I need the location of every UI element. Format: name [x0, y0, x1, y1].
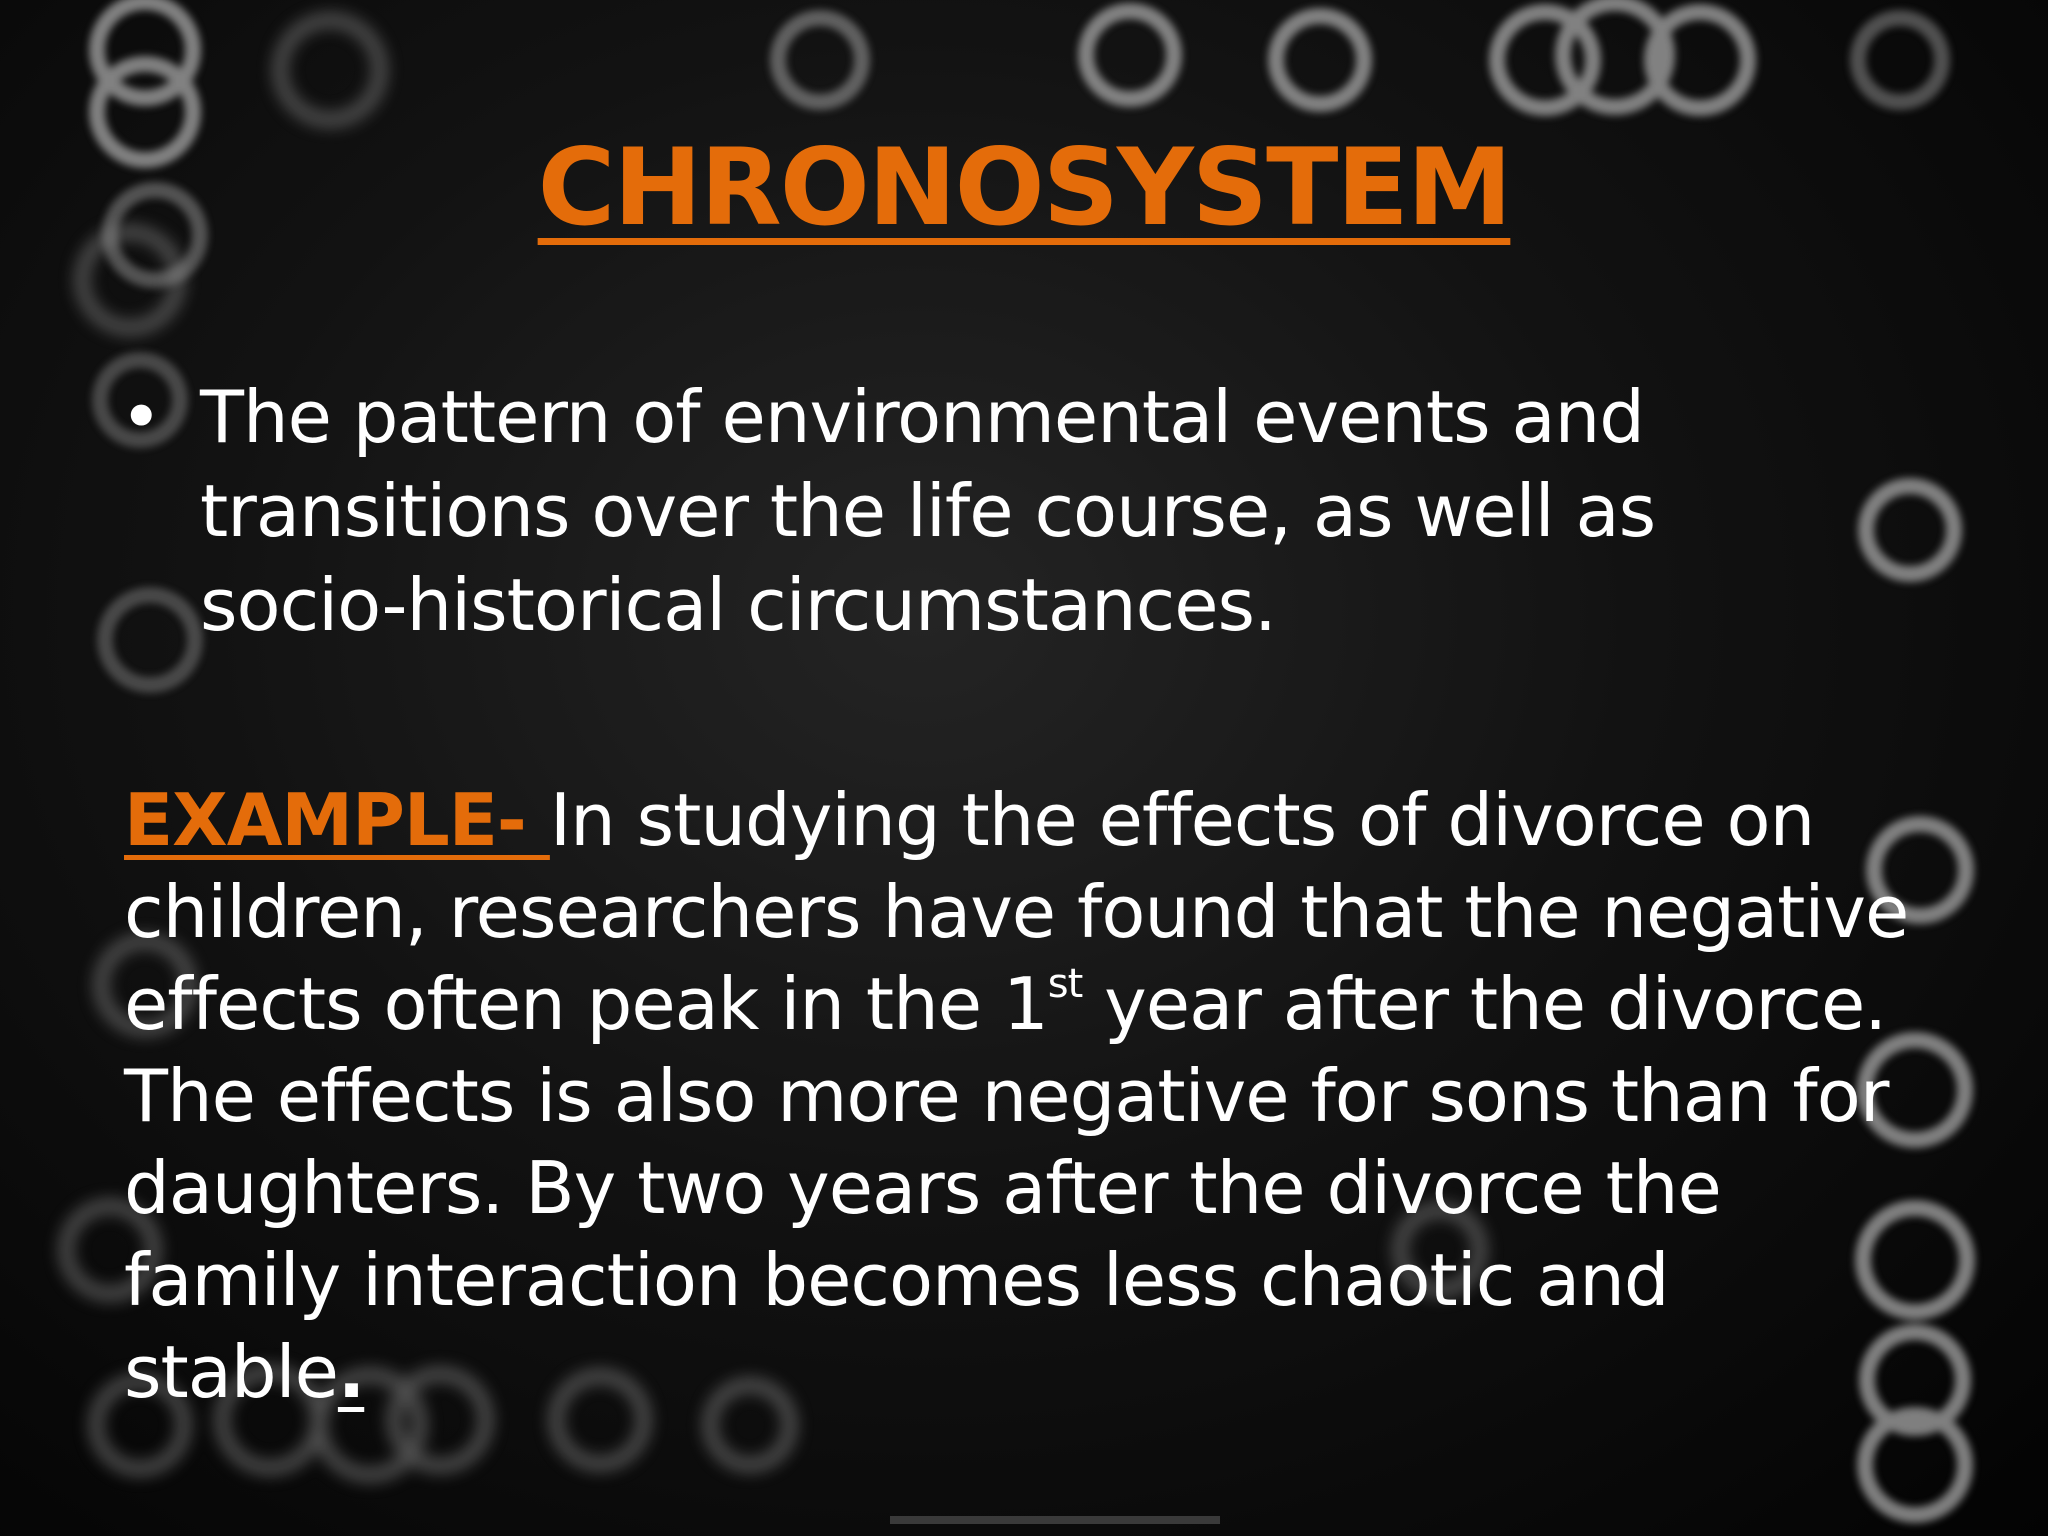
- bullet-point: [120, 370, 1860, 652]
- example-text-part2: year after the divorce. The effects is also more negative for sons than for daughters. By two years after the divorce the family interaction becomes less chaotic and stable: [124, 962, 1889, 1414]
- footer-caption-bar: [890, 1516, 1220, 1524]
- example-paragraph: [124, 774, 1924, 1418]
- example-label: EXAMPLE-: [124, 778, 550, 862]
- bullet-marker: •: [120, 375, 162, 459]
- slide-title: CHRONOSYSTEM: [537, 126, 1511, 249]
- bullet-text: The pattern of environmental events and transitions over the life course, as well as socio-historical circumstances.: [200, 375, 1656, 647]
- example-text-part1: In studying the effects of divorce on children, researchers have found that the negative effects often peak in the 1: [124, 778, 1909, 1046]
- example-final-period: .: [337, 1330, 365, 1414]
- ordinal-superscript: st: [1047, 961, 1083, 1007]
